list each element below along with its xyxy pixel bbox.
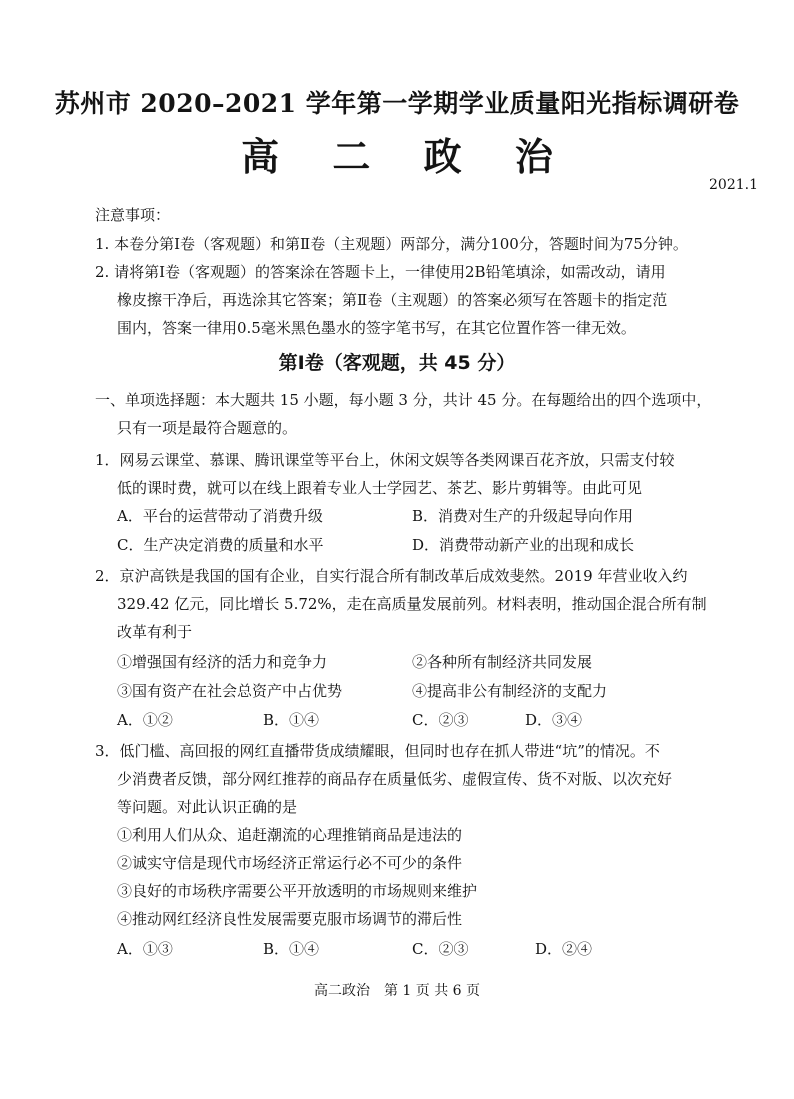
question-1-stem-line-2: 低的课时费，就可以在线上跟着专业人士学园艺、茶艺、影片剪辑等。由此可见 [117, 479, 643, 497]
subject-title: 高 二 政 治 [241, 134, 573, 179]
exam-date: 2021.1 [709, 177, 758, 193]
question-3-statement-3: ③良好的市场秩序需要公平开放透明的市场规则来维护 [117, 882, 478, 900]
question-2-option-d: D．③④ [525, 711, 583, 729]
note-item-2-line-3: 围内，答案一律用0.5毫米黑色墨水的签字笔书写，在其它位置作答一律无效。 [117, 319, 636, 337]
question-2-statement-1: ①增强国有经济的活力和竞争力 [117, 653, 328, 671]
page-footer: 高二政治 第 1 页 共 6 页 [313, 983, 481, 999]
question-3-statement-2: ②诚实守信是现代市场经济正常运行必不可少的条件 [117, 854, 463, 872]
question-2-stem-line-2: 329.42 亿元，同比增长 5.72%，走在高质量发展前列。材料表明，推动国企混合所有制 [117, 595, 707, 613]
question-2-statement-3: ③国有资产在社会总资产中占优势 [117, 682, 343, 700]
note-item-2-line-1: 2. 请将第Ⅰ卷（客观题）的答案涂在答题卡上，一律使用2B铅笔填涂，如需改动，请用 [95, 263, 666, 281]
note-item-2-line-2: 橡皮擦干净后，再选涂其它答案；第Ⅱ卷（主观题）的答案必须写在答题卡的指定范 [117, 291, 668, 309]
exam-title: 苏州市 2020–2021 学年第一学期学业质量阳光指标调研卷 [54, 89, 740, 118]
notes-heading: 注意事项： [95, 206, 171, 224]
question-2-option-b: B．①④ [263, 711, 320, 729]
question-3-statement-1: ①利用人们从众、追赶潮流的心理推销商品是违法的 [117, 826, 463, 844]
question-2-stem-line-3: 改革有利于 [117, 623, 193, 641]
section-instruction-line-2: 只有一项是最符合题意的。 [117, 419, 298, 437]
question-1-option-b: B．消费对生产的升级起导向作用 [412, 507, 634, 525]
section-instruction-line-1: 一、单项选择题：本大题共 15 小题，每小题 3 分，共计 45 分。在每题给出的四个选项中， [95, 391, 712, 409]
question-2-statement-2: ②各种所有制经济共同发展 [412, 653, 593, 671]
question-3-option-a: A．①③ [117, 940, 173, 958]
question-2-stem-line-1: 2．京沪高铁是我国的国有企业，自实行混合所有制改革后成效斐然。2019 年营业收入约 [95, 567, 688, 585]
question-2-statement-4: ④提高非公有制经济的支配力 [412, 682, 608, 700]
question-3-option-b: B．①④ [263, 940, 320, 958]
note-item-1: 1. 本卷分第Ⅰ卷（客观题）和第Ⅱ卷（主观题）两部分，满分100分，答题时间为75分钟。 [95, 235, 688, 253]
question-3-option-d: D．②④ [535, 940, 593, 958]
question-3-stem-line-1: 3．低门槛、高回报的网红直播带货成绩耀眼，但同时也存在抓人带进“坑”的情况。不 [95, 742, 660, 760]
question-3-statement-4: ④推动网红经济良性发展需要克服市场调节的滞后性 [117, 910, 463, 928]
question-1-option-c: C．生产决定消费的质量和水平 [117, 536, 324, 554]
question-2-option-a: A．①② [117, 711, 173, 729]
question-2-option-c: C．②③ [412, 711, 469, 729]
question-1-option-a: A．平台的运营带动了消费升级 [117, 507, 323, 525]
question-1-stem-line-1: 1．网易云课堂、慕课、腾讯课堂等平台上，休闲文娱等各类网课百花齐放，只需支付较 [95, 451, 675, 469]
question-3-stem-line-2: 少消费者反馈，部分网红推荐的商品存在质量低劣、虚假宣传、货不对版、以次充好 [117, 770, 673, 788]
section-title: 第Ⅰ卷（客观题，共 45 分） [278, 352, 516, 374]
question-1-option-d: D．消费带动新产业的出现和成长 [412, 536, 635, 554]
question-3-option-c: C．②③ [412, 940, 469, 958]
question-3-stem-line-3: 等问题。对此认识正确的是 [117, 798, 298, 816]
